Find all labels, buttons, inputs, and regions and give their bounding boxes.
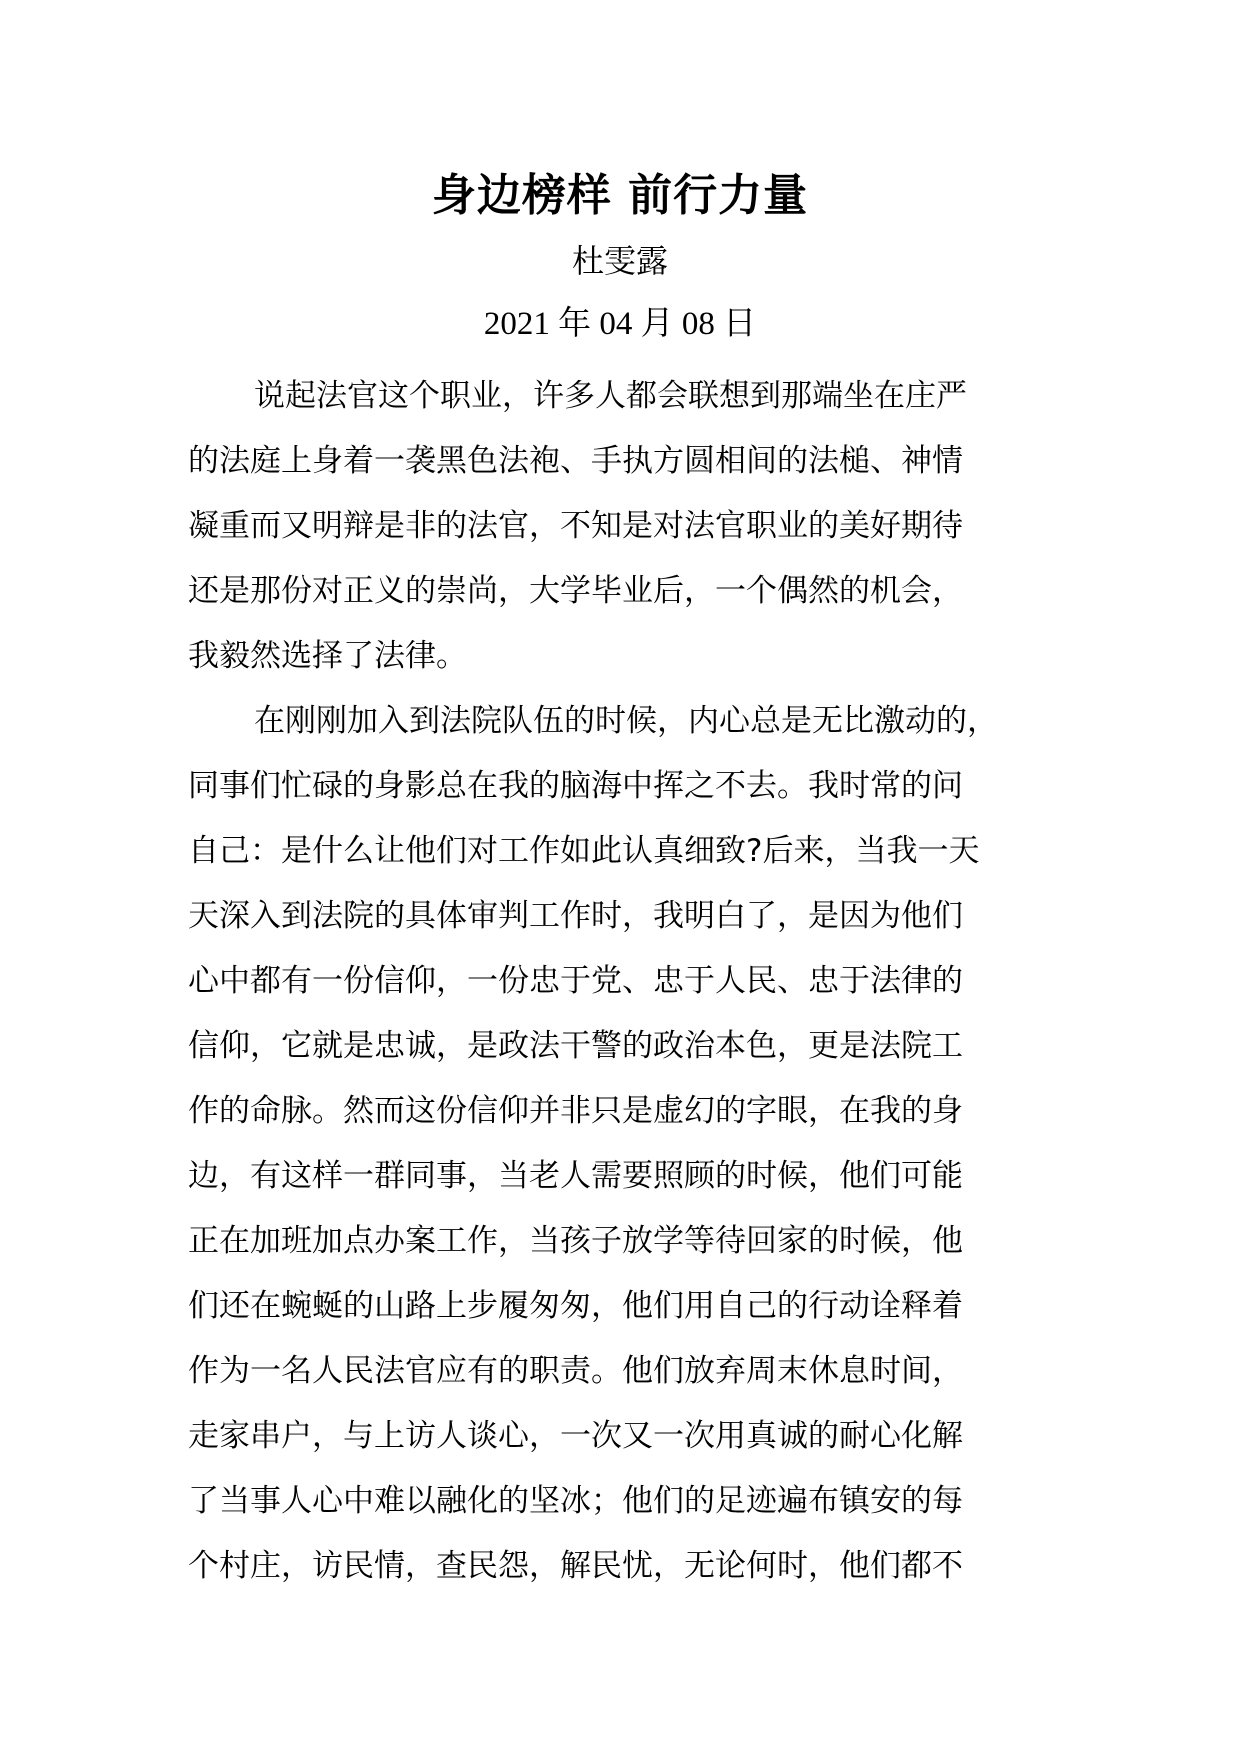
body-line: 作为一名人民法官应有的职责。他们放弃周末休息时间， [188,1353,963,1389]
body-line: 凝重而又明辩是非的法官，不知是对法官职业的美好期待 [188,508,963,544]
body-line: 心中都有一份信仰，一份忠于党、忠于人民、忠于法律的 [188,963,963,999]
body-line: 信仰，它就是忠诚，是政法干警的政治本色，更是法院工 [188,1028,963,1064]
body-line: 们还在蜿蜒的山路上步履匆匆，他们用自己的行动诠释着 [188,1288,963,1324]
body-line: 自己：是什么让他们对工作如此认真细致?后来，当我一天 [188,833,980,869]
article-body [188,364,1088,1599]
body-line: 天深入到法院的具体审判工作时，我明白了，是因为他们 [188,898,963,934]
page-title: 身边榜样 前行力量 [431,170,809,221]
body-line: 说起法官这个职业，许多人都会联想到那端坐在庄严 [254,378,967,414]
publish-date: 2021 年 04 月 08 日 [483,306,757,342]
body-line: 同事们忙碌的身影总在我的脑海中挥之不去。我时常的问 [188,768,963,804]
body-line: 边，有这样一群同事，当老人需要照顾的时候，他们可能 [188,1158,963,1194]
body-line: 正在加班加点办案工作，当孩子放学等待回家的时候，他 [188,1223,963,1259]
author-name: 杜雯露 [571,242,668,280]
body-line: 的法庭上身着一袭黑色法袍、手执方圆相间的法槌、神情 [188,443,963,479]
body-line: 走家串户，与上访人谈心，一次又一次用真诚的耐心化解 [188,1418,963,1454]
body-line: 还是那份对正义的崇尚，大学毕业后，一个偶然的机会， [188,573,963,609]
body-line: 了当事人心中难以融化的坚冰；他们的足迹遍布镇安的每 [188,1483,963,1519]
body-line: 在刚刚加入到法院队伍的时候，内心总是无比激动的， [254,703,998,739]
body-line: 个村庄，访民情，查民怨，解民忧，无论何时，他们都不 [188,1548,963,1584]
body-line: 我毅然选择了法律。 [188,638,467,674]
body-line: 作的命脉。然而这份信仰并非只是虚幻的字眼，在我的身 [188,1093,963,1129]
